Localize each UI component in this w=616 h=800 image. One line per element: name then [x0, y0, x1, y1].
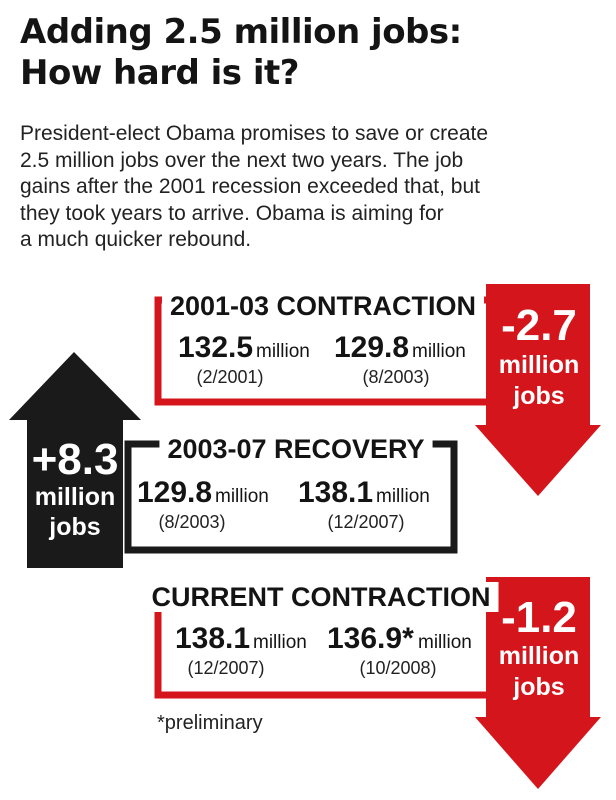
change-label: million: [34, 483, 116, 511]
unit-label: million: [418, 632, 472, 653]
unit-label: million: [376, 486, 430, 507]
change-label: million: [498, 642, 580, 670]
change-value: -1.2: [501, 593, 577, 642]
start-date: (12/2007): [187, 658, 265, 678]
end-date: (12/2007): [327, 512, 405, 532]
change-label: jobs: [513, 673, 565, 701]
title-line: Adding 2.5 million jobs:: [20, 12, 462, 52]
change-value: -2.7: [501, 301, 577, 350]
end-value: 138.1: [298, 476, 374, 509]
start-value: 132.5: [178, 331, 254, 364]
intro-line: President-elect Obama promises to save or create: [20, 122, 489, 145]
intro-line: 2.5 million jobs over the next two years. The job: [20, 148, 464, 172]
change-value: +8.3: [31, 435, 119, 484]
change-label: jobs: [49, 513, 101, 541]
unit-label: million: [412, 341, 466, 362]
period-header: 2001-03 CONTRACTION: [169, 291, 477, 321]
start-date: (8/2003): [158, 512, 226, 532]
unit-label: million: [256, 341, 310, 362]
intro-line: they took years to arrive. Obama is aiming for: [20, 201, 444, 225]
start-value: 129.8: [137, 476, 213, 509]
unit-label: million: [215, 486, 269, 507]
end-date: (8/2003): [362, 367, 430, 387]
period-header: 2003-07 RECOVERY: [167, 434, 425, 464]
unit-label: million: [253, 632, 307, 653]
start-date: (2/2001): [196, 367, 264, 387]
intro-line: gains after the 2001 recession exceeded that, but: [20, 175, 480, 198]
period-2001-03-contraction: [158, 284, 601, 496]
end-value: 136.9*: [327, 622, 414, 655]
change-label: million: [498, 351, 580, 379]
end-date: (10/2008): [359, 658, 437, 678]
change-label: jobs: [513, 382, 565, 410]
title-line: How hard is it?: [20, 53, 300, 93]
footnote: *preliminary: [157, 712, 263, 734]
start-value: 138.1: [175, 622, 251, 655]
period-header: CURRENT CONTRACTION: [151, 582, 491, 612]
end-value: 129.8: [334, 331, 410, 364]
intro-line: a much quicker rebound.: [20, 228, 252, 251]
period-current-contraction: [144, 577, 601, 789]
